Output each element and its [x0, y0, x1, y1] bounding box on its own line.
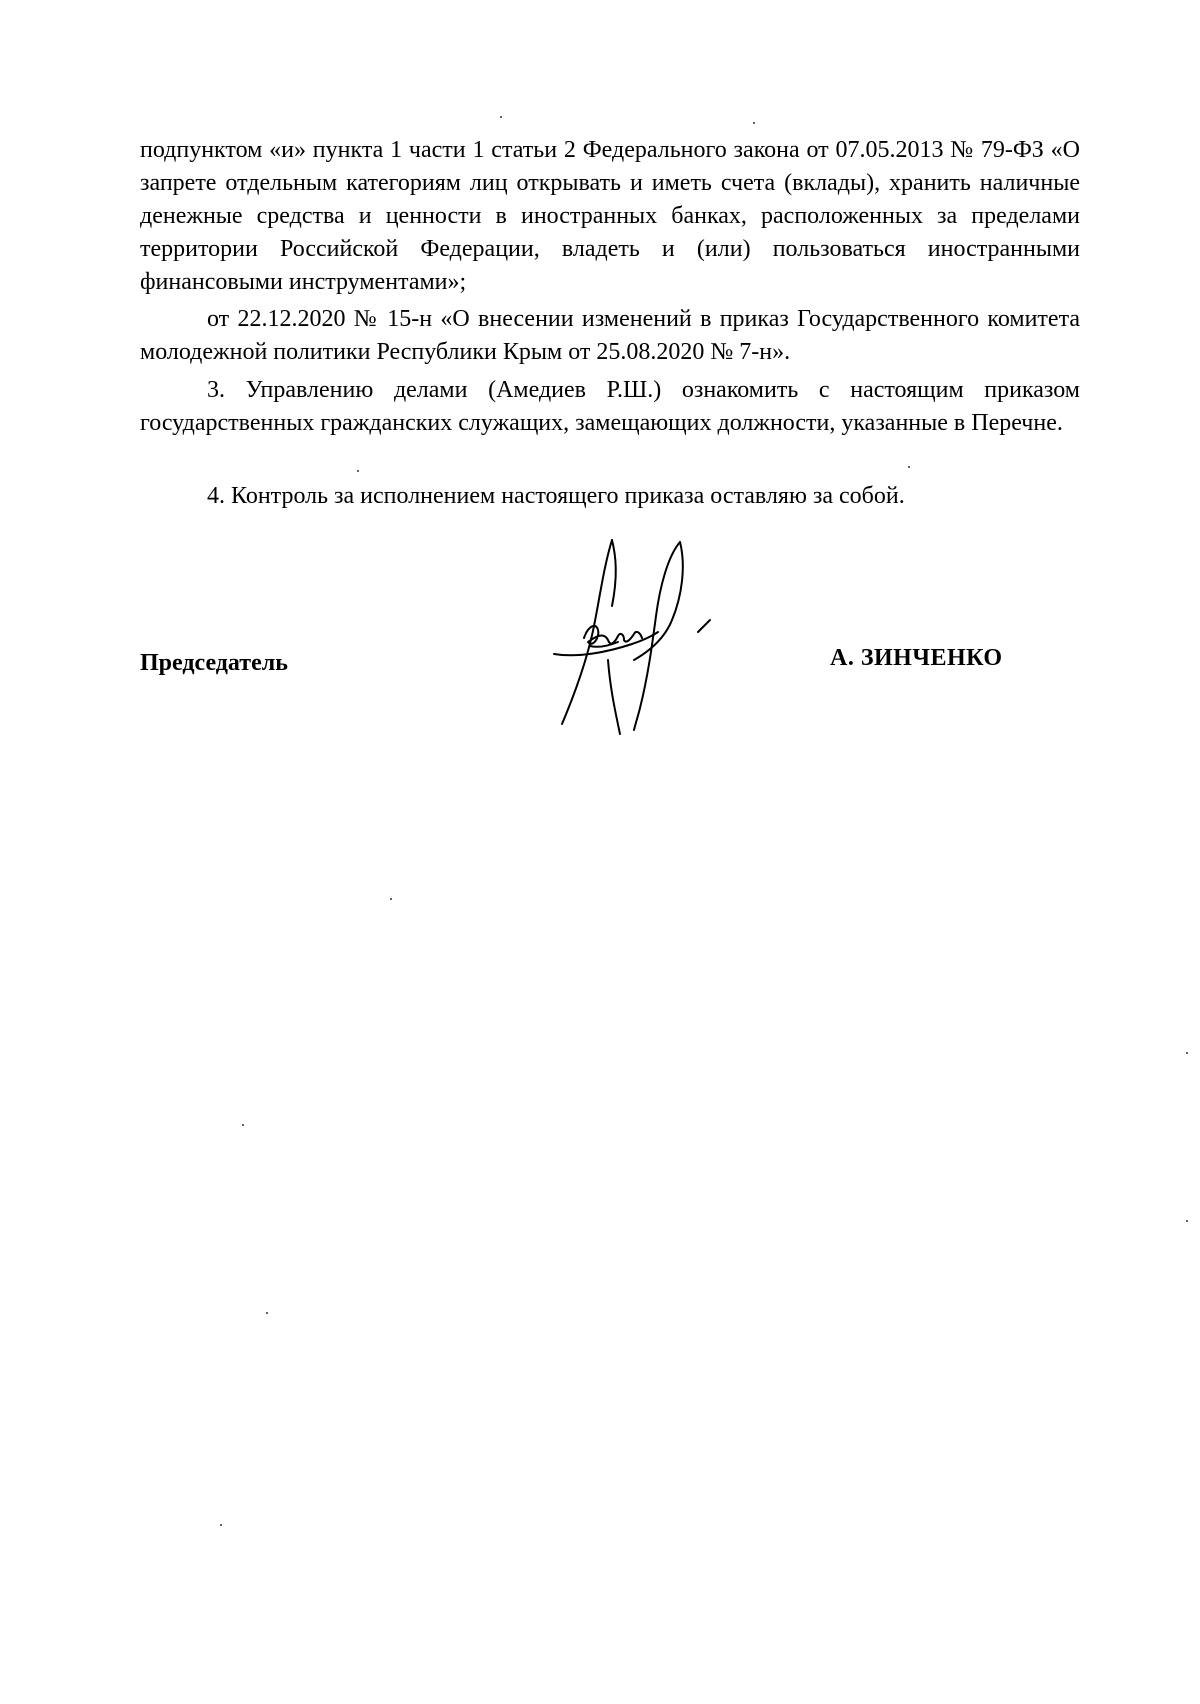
signatory-title: Председатель — [140, 650, 288, 676]
paragraph-item-4: 4. Контроль за исполнением настоящего приказа оставляю за собой. — [207, 483, 905, 509]
scan-speck — [908, 466, 910, 468]
scan-speck — [390, 898, 392, 900]
scan-speck — [266, 1312, 268, 1314]
scan-speck — [1186, 1052, 1188, 1054]
scan-speck — [220, 1524, 222, 1526]
signatory-name: А. ЗИНЧЕНКО — [830, 645, 1003, 671]
scan-speck — [357, 470, 359, 472]
scan-speck — [242, 1124, 244, 1126]
paragraph-amendment-order: от 22.12.2020 № 15-н «О внесении изменений в приказ Государственного комитета молодежной политики Республики Крым от 25.08.2020 № 7-н». — [140, 306, 1080, 365]
scan-speck — [500, 116, 502, 118]
scan-speck — [1186, 1220, 1188, 1222]
paragraph-item-3: 3. Управлению делами (Амедиев Р.Ш.) ознакомить с настоящим приказом государственных гражданских служащих, замещающих должности, указанные в Перечне. — [140, 377, 1080, 436]
handwritten-signature — [548, 536, 728, 736]
scan-speck — [753, 122, 755, 124]
paragraph-legal-reference: подпунктом «и» пункта 1 части 1 статьи 2 Федерального закона от 07.05.2013 № 79-ФЗ «О запрете отдельным категориям лиц открывать и иметь счета (вклады), хранить наличные денежные средства и ценности в иностранных банках, расположенных за пределами территории Российской Федерации, владеть и (или) пользоваться иностранными финансовыми инструментами»; — [140, 137, 1080, 295]
